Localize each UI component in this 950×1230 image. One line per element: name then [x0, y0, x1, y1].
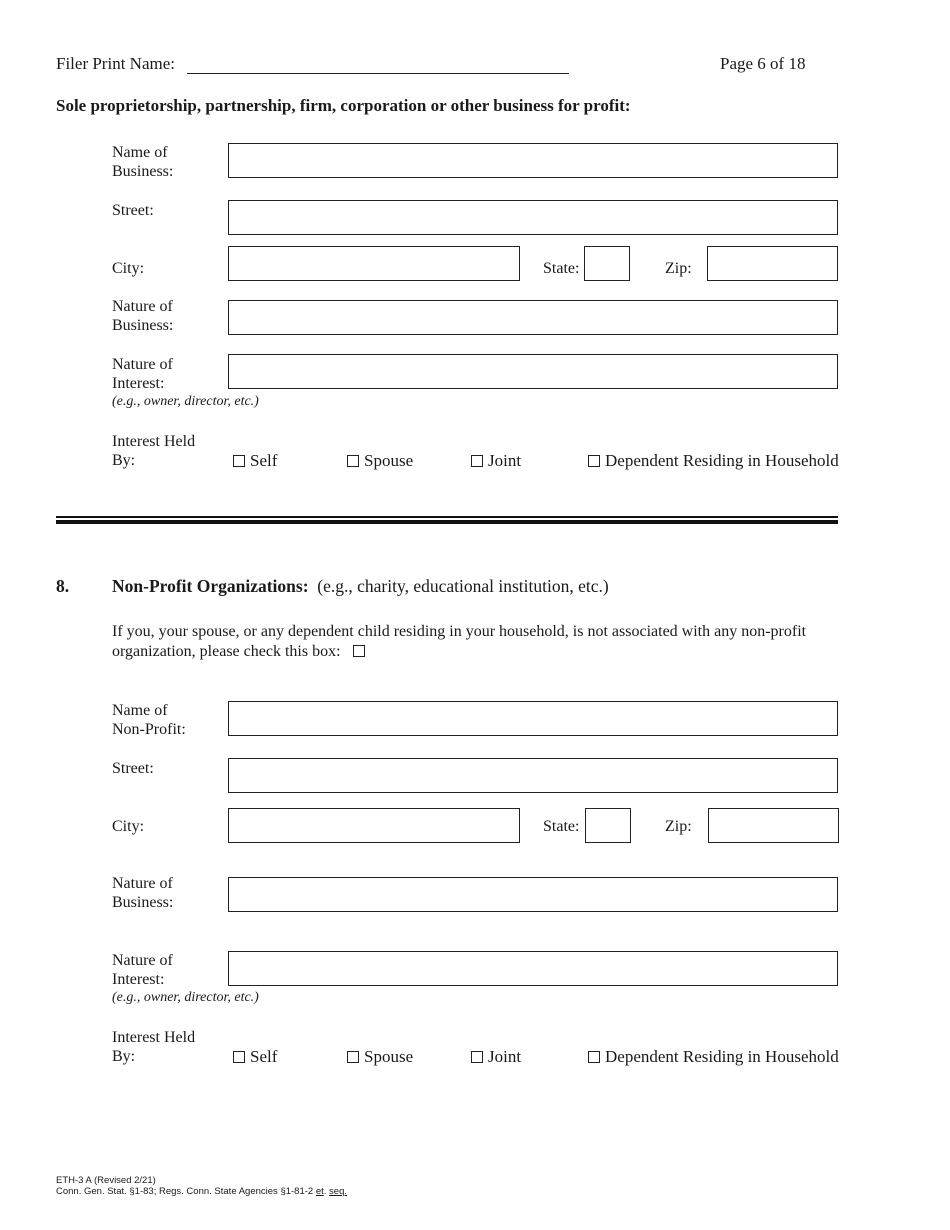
nonprofit-nature-label: Nature of Business: — [112, 875, 174, 911]
business-option-self[interactable]: Self — [233, 451, 277, 471]
business-state-input[interactable] — [584, 246, 630, 281]
checkbox-icon[interactable] — [347, 455, 359, 467]
nonprofit-street-label: Street: — [112, 760, 154, 777]
nonprofit-interest-held-label: Interest Held By: — [112, 1029, 196, 1065]
checkbox-icon[interactable] — [471, 1051, 483, 1063]
business-option-joint[interactable]: Joint — [471, 451, 521, 471]
nonprofit-instruction: If you, your spouse, or any dependent child residing in your household, is not associated with any non-profit organization, please check this box: — [112, 623, 807, 660]
nonprofit-nature-input[interactable] — [228, 877, 838, 912]
nonprofit-state-input[interactable] — [585, 808, 631, 843]
business-interest-held-label: Interest Held By: — [112, 433, 196, 469]
section-divider-thick — [56, 520, 838, 524]
business-name-label: Name of Business: — [112, 144, 174, 180]
nonprofit-state-label: State: — [543, 818, 580, 835]
no-nonprofit-checkbox[interactable] — [353, 645, 365, 657]
nonprofit-street-input[interactable] — [228, 758, 838, 793]
nonprofit-interest-label: Nature of Interest: — [112, 952, 173, 988]
filer-print-name-field[interactable] — [187, 54, 569, 74]
business-name-input[interactable] — [228, 143, 838, 178]
checkbox-icon[interactable] — [471, 455, 483, 467]
nonprofit-city-label: City: — [112, 818, 145, 835]
business-zip-label: Zip: — [665, 260, 692, 277]
business-nature-label: Nature of Business: — [112, 298, 174, 334]
business-option-spouse[interactable]: Spouse — [347, 451, 413, 471]
checkbox-icon[interactable] — [233, 455, 245, 467]
business-interest-label: Nature of Interest: — [112, 356, 173, 392]
nonprofit-section-subtitle: (e.g., charity, educational institution, etc.) — [317, 576, 609, 596]
nonprofit-section-heading — [112, 576, 609, 597]
nonprofit-option-self[interactable]: Self — [233, 1047, 277, 1067]
nonprofit-option-dependent[interactable]: Dependent Residing in Household — [588, 1047, 839, 1067]
page-indicator: Page 6 of 18 — [720, 54, 806, 73]
footer — [56, 1175, 347, 1197]
checkbox-icon[interactable] — [588, 455, 600, 467]
business-section-heading: Sole proprietorship, partnership, firm, corporation or other business for profit: — [56, 96, 631, 115]
business-street-input[interactable] — [228, 200, 838, 235]
business-city-label: City: — [112, 260, 145, 277]
business-nature-input[interactable] — [228, 300, 838, 335]
checkbox-icon[interactable] — [233, 1051, 245, 1063]
nonprofit-zip-input[interactable] — [708, 808, 839, 843]
nonprofit-zip-label: Zip: — [665, 818, 692, 835]
filer-print-name-label: Filer Print Name: — [56, 54, 175, 73]
checkbox-icon[interactable] — [347, 1051, 359, 1063]
footer-citation: Conn. Gen. Stat. §1-83; Regs. Conn. State Agencies §1-81-2 et. seq. — [56, 1186, 348, 1197]
nonprofit-city-input[interactable] — [228, 808, 520, 843]
business-street-label: Street: — [112, 202, 154, 219]
business-option-dependent[interactable]: Dependent Residing in Household — [588, 451, 839, 471]
nonprofit-interest-input[interactable] — [228, 951, 838, 986]
nonprofit-interest-hint: (e.g., owner, director, etc.) — [112, 990, 259, 1005]
section-number: 8. — [56, 576, 70, 596]
footer-form-id: ETH-3 A (Revised 2/21) — [56, 1175, 156, 1186]
business-interest-input[interactable] — [228, 354, 838, 389]
nonprofit-name-label: Name of Non-Profit: — [112, 702, 186, 738]
nonprofit-option-joint[interactable]: Joint — [471, 1047, 521, 1067]
section-divider-thin — [56, 516, 838, 518]
checkbox-icon[interactable] — [588, 1051, 600, 1063]
business-zip-input[interactable] — [707, 246, 838, 281]
business-city-input[interactable] — [228, 246, 520, 281]
nonprofit-name-input[interactable] — [228, 701, 838, 736]
business-interest-hint: (e.g., owner, director, etc.) — [112, 394, 259, 409]
nonprofit-option-spouse[interactable]: Spouse — [347, 1047, 413, 1067]
nonprofit-section-title: Non-Profit Organizations: — [112, 576, 309, 596]
business-state-label: State: — [543, 260, 580, 277]
